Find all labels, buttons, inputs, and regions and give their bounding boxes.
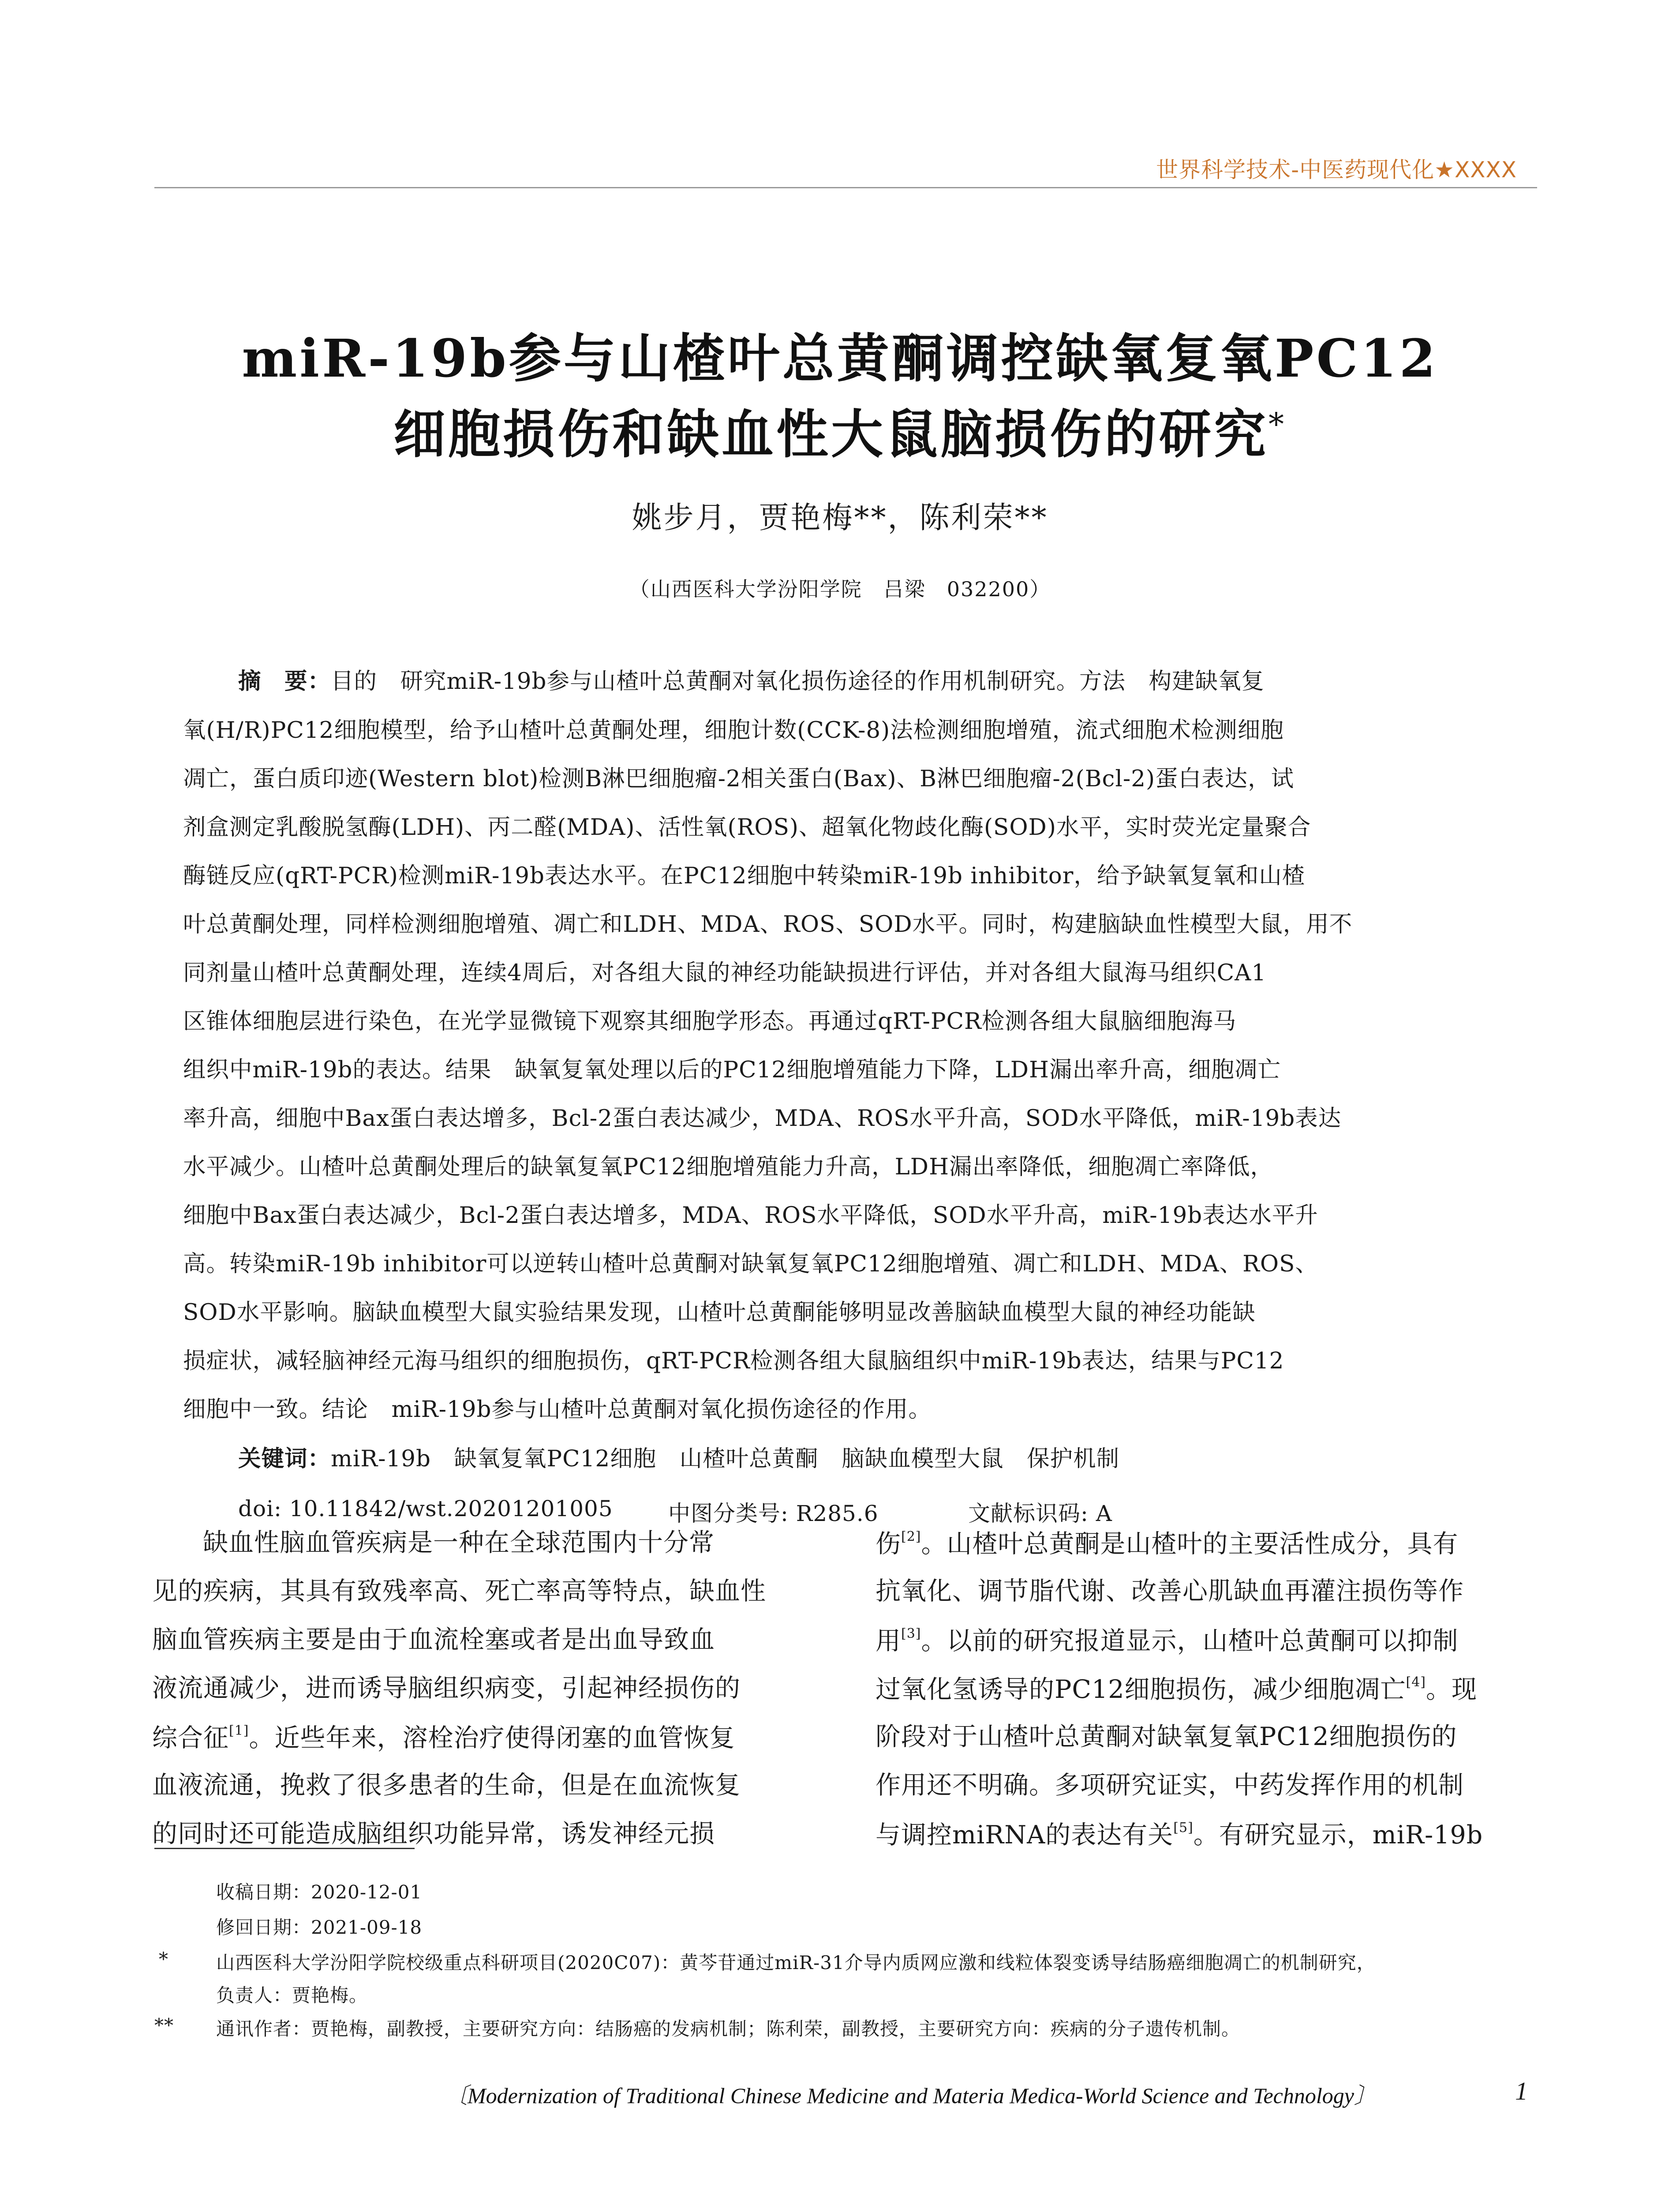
body-text: 综合征 xyxy=(152,1723,229,1753)
abstract-line: 水平减少。山楂叶总黄酮处理后的缺氧复氧PC12细胞增殖能力升高，LDH漏出率降低，细胞凋亡率降低， xyxy=(183,1154,1273,1180)
abstract-line: 损症状，减轻脑神经元海马组织的细胞损伤，qRT-PCR检测各组大鼠脑组织中miR-19b表达，结果与PC12 xyxy=(183,1348,1284,1374)
body-text: 。近些年来，溶栓治疗使得闭塞的血管恢复 xyxy=(249,1723,735,1753)
body-line xyxy=(876,1676,1477,1702)
abstract-label: 摘 要： xyxy=(238,668,331,695)
citation-ref: [4] xyxy=(1406,1674,1426,1690)
running-header: 世界科学技术-中医药现代化★XXXX xyxy=(1156,157,1517,183)
footnote-corresponding: 通讯作者：贾艳梅，副教授，主要研究方向：结肠癌的发病机制；陈利荣，副教授，主要研究方向：疾病的分子遗传机制。 xyxy=(216,2018,1241,2040)
abstract-line: 同剂量山楂叶总黄酮处理，连续4周后，对各组大鼠的神经功能缺损进行评估，并对各组大鼠海马组织CA1 xyxy=(183,960,1267,986)
abstract-line: 氧(H/R)PC12细胞模型，给予山楂叶总黄酮处理，细胞计数(CCK-8)法检测细胞增殖，流式细胞术检测细胞 xyxy=(183,717,1284,744)
body-text: 伤 xyxy=(876,1529,901,1558)
body-line: 抗氧化、调节脂代谢、改善心肌缺血再灌注损伤等作 xyxy=(876,1577,1464,1606)
page-number: 1 xyxy=(1515,2077,1528,2105)
abstract-line: 细胞中Bax蛋白表达减少，Bcl-2蛋白表达增多，MDA、ROS水平降低，SOD水平升高，miR-19b表达水平升 xyxy=(183,1202,1318,1229)
body-line xyxy=(876,1821,1483,1848)
citation-ref: [3] xyxy=(901,1626,921,1641)
clc-number: 中图分类号: R285.6 xyxy=(668,1501,879,1526)
body-line: 阶段对于山楂叶总黄酮对缺氧复氧PC12细胞损伤的 xyxy=(876,1722,1457,1751)
abstract-line: 剂盒测定乳酸脱氢酶(LDH)、丙二醛(MDA)、活性氧(ROS)、超氧化物歧化酶(SOD)水平，实时荧光定量聚合 xyxy=(183,814,1311,841)
header-rule xyxy=(154,187,1537,188)
citation-ref: [1] xyxy=(229,1723,249,1738)
footer-journal-name: 〔Modernization of Traditional Chinese Medicine and Materia Medica-World Science and Technology〕 xyxy=(445,2083,1376,2108)
keywords xyxy=(238,1448,1119,1471)
citation-ref: [5] xyxy=(1173,1820,1194,1835)
body-line: 液流通减少，进而诱导脑组织病变，引起神经损伤的 xyxy=(152,1674,741,1703)
abstract-line: 酶链反应(qRT-PCR)检测miR-19b表达水平。在PC12细胞中转染miR-19b inhibitor，给予缺氧复氧和山楂 xyxy=(183,863,1306,889)
abstract-line: 高。转染miR-19b inhibitor可以逆转山楂叶总黄酮对缺氧复氧PC12细胞增殖、凋亡和LDH、MDA、ROS、 xyxy=(183,1251,1318,1277)
title-line-2-text: 细胞损伤和缺血性大鼠脑损伤的研究 xyxy=(393,404,1268,465)
body-text: 。以前的研究报道显示，山楂叶总黄酮可以抑制 xyxy=(921,1626,1459,1656)
abstract-line: 率升高，细胞中Bax蛋白表达增多，Bcl-2蛋白表达减少，MDA、ROS水平升高，SOD水平降低，miR-19b表达 xyxy=(183,1105,1342,1132)
title-footnote-mark: * xyxy=(1268,406,1287,442)
body-line: 缺血性脑血管疾病是一种在全球范围内十分常 xyxy=(203,1528,715,1557)
body-line: 作用还不明确。多项研究证实，中药发挥作用的机制 xyxy=(876,1771,1464,1800)
abstract-line xyxy=(238,670,1265,693)
body-line: 脑血管疾病主要是由于血流栓塞或者是出血导致血 xyxy=(152,1625,715,1654)
title-line-1: miR-19b参与山楂叶总黄酮调控缺氧复氧PC12 xyxy=(242,328,1438,389)
keywords-label: 关键词： xyxy=(238,1446,331,1472)
footnote-revised: 修回日期：2021-09-18 xyxy=(216,1917,423,1938)
body-text: 过氧化氢诱导的PC12细胞损伤，减少细胞凋亡 xyxy=(876,1675,1406,1704)
document-code: 文献标识码: A xyxy=(968,1501,1112,1526)
body-line xyxy=(876,1627,1459,1654)
abstract-line: 叶总黄酮处理，同样检测细胞增殖、凋亡和LDH、MDA、ROS、SOD水平。同时，构建脑缺血性模型大鼠，用不 xyxy=(183,911,1353,938)
citation-ref: [2] xyxy=(901,1529,921,1544)
title-line-2 xyxy=(0,392,1680,467)
body-line: 血液流通，挽救了很多患者的生命，但是在血流恢复 xyxy=(152,1771,741,1800)
footnote-funding: 山西医科大学汾阳学院校级重点科研项目(2020C07)：黄芩苷通过miR-31介导内质网应激和线粒体裂变诱导结肠癌细胞凋亡的机制研究， xyxy=(216,1952,1376,1973)
footnote-rule xyxy=(154,1848,415,1849)
body-text: 与调控miRNA的表达有关 xyxy=(876,1820,1174,1850)
body-text: 。山楂叶总黄酮是山楂叶的主要活性成分，具有 xyxy=(921,1529,1459,1558)
abstract-line: 组织中miR-19b的表达。结果 缺氧复氧处理以后的PC12细胞增殖能力下降，LDH漏出率升高，细胞凋亡 xyxy=(183,1057,1281,1083)
footnote-double-star-mark: ** xyxy=(154,2014,174,2036)
body-text: 用 xyxy=(876,1626,901,1656)
body-line: 的同时还可能造成脑组织功能异常，诱发神经元损 xyxy=(152,1819,715,1848)
keywords-text: miR-19b 缺氧复氧PC12细胞 山楂叶总黄酮 脑缺血模型大鼠 保护机制 xyxy=(331,1446,1120,1472)
footnote-star-mark: * xyxy=(159,1948,168,1970)
abstract-text: 目的 研究miR-19b参与山楂叶总黄酮对氧化损伤途径的作用机制研究。方法 构建缺氧复 xyxy=(331,668,1265,695)
body-line: 见的疾病，其具有致残率高、死亡率高等特点，缺血性 xyxy=(152,1577,766,1606)
doi: doi: 10.11842/wst.20201201005 xyxy=(238,1496,613,1521)
abstract-line: SOD水平影响。脑缺血模型大鼠实验结果发现，山楂叶总黄酮能够明显改善脑缺血模型大鼠的神经功能缺 xyxy=(183,1299,1256,1326)
footnote-funding-cont: 负责人：贾艳梅。 xyxy=(216,1984,368,2006)
body-text: 。现 xyxy=(1426,1675,1477,1704)
body-line xyxy=(152,1724,735,1751)
affiliation: （山西医科大学汾阳学院 吕梁 032200） xyxy=(629,577,1051,601)
body-line xyxy=(876,1530,1459,1557)
body-text: 。有研究显示，miR-19b xyxy=(1193,1820,1483,1850)
abstract-line: 细胞中一致。结论 miR-19b参与山楂叶总黄酮对氧化损伤途径的作用。 xyxy=(183,1396,932,1423)
footnote-received: 收稿日期：2020-12-01 xyxy=(216,1881,423,1903)
abstract-line: 区锥体细胞层进行染色，在光学显微镜下观察其细胞学形态。再通过qRT-PCR检测各组大鼠脑细胞海马 xyxy=(183,1008,1237,1035)
abstract-line: 凋亡，蛋白质印迹(Western blot)检测B淋巴细胞瘤-2相关蛋白(Bax)、B淋巴细胞瘤-2(Bcl-2)蛋白表达，试 xyxy=(183,766,1295,792)
authors: 姚步月，贾艳梅**，陈利荣** xyxy=(632,501,1048,535)
